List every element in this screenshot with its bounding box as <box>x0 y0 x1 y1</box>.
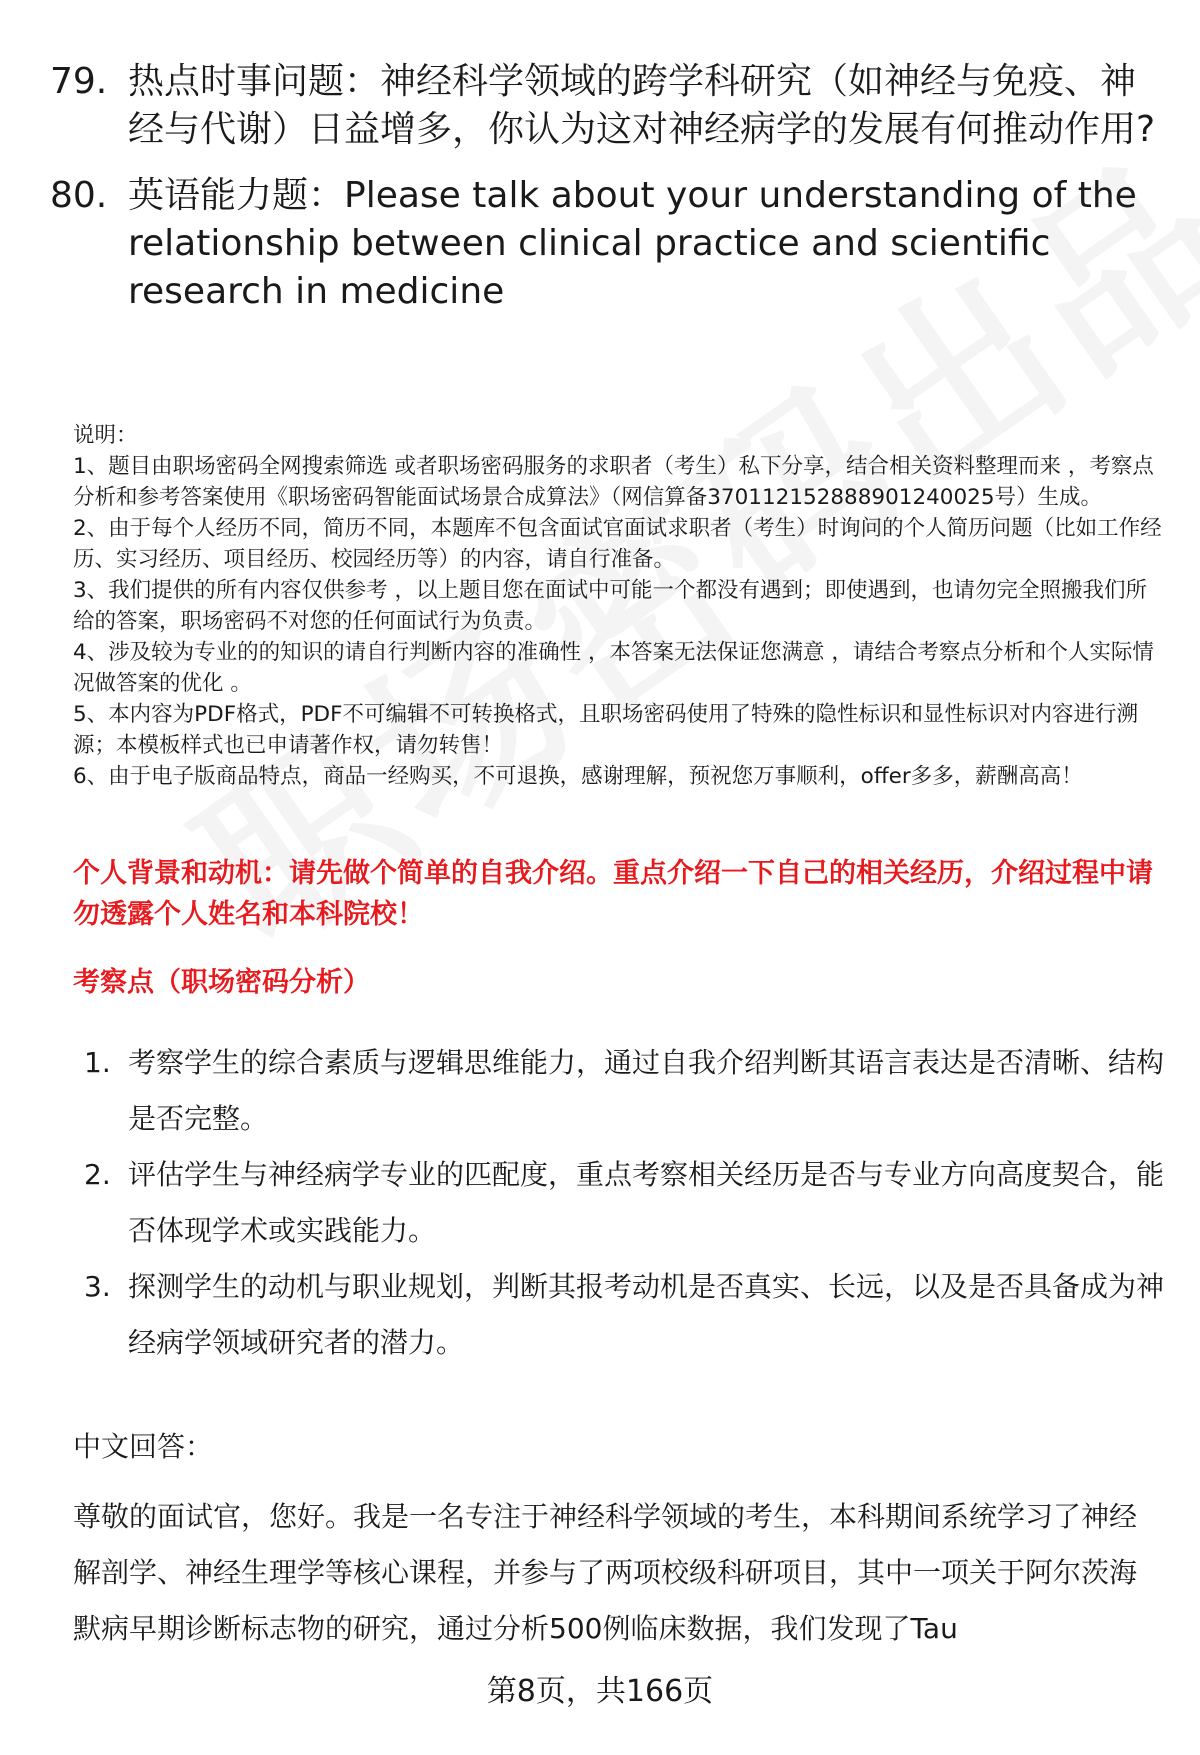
page-footer: 第8页，共166页 <box>486 1674 714 1709</box>
exam-point-number: 3. <box>84 1270 111 1303</box>
answer-label: 中文回答： <box>73 1430 214 1463</box>
notes-section <box>73 420 1163 792</box>
question-number: 79. <box>50 61 108 102</box>
note-item: 6、由于电子版商品特点，商品一经购买，不可退换，感谢理解，预祝您万事顺利，offer多多，薪酬高高！ <box>73 764 1083 789</box>
exam-heading: 考察点（职场密码分析） <box>73 967 370 998</box>
exam-point <box>84 1035 1164 1147</box>
notes-title: 说明： <box>73 423 138 448</box>
question-list <box>50 58 1160 334</box>
exam-points-list <box>84 1035 1164 1371</box>
question-item <box>50 58 1160 154</box>
exam-point-text: 考察学生的综合素质与逻辑思维能力，通过自我介绍判断其语言表达是否清晰、结构是否完整。 <box>128 1046 1165 1135</box>
exam-point-text: 探测学生的动机与职业规划，判断其报考动机是否真实、长远，以及是否具备成为神经病学领域研究者的潜力。 <box>128 1270 1165 1359</box>
note-item: 4、涉及较为专业的的知识的请自行判断内容的准确性 ，本答案无法保证您满意 ，请结合考察点分析和个人实际情况做答案的优化 。 <box>73 640 1154 696</box>
answer-text: 尊敬的面试官，您好。我是一名专注于神经科学领域的考生，本科期间系统学习了神经解剖学、神经生理学等核心课程，并参与了两项校级科研项目，其中一项关于阿尔茨海默病早期诊断标志物的研究，通过分析500例临床数据，我们发现了Tau <box>73 1500 1138 1645</box>
question-number: 80. <box>50 175 108 216</box>
exam-point <box>84 1147 1164 1259</box>
note-item: 1、题目由职场密码全网搜索筛选 或者职场密码服务的求职者（考生）私下分享，结合相关资料整理而来 ，考察点分析和参考答案使用《职场密码智能面试场景合成算法》（网信算备370112152888901240025号）生成。 <box>73 454 1154 510</box>
exam-point-number: 2. <box>84 1158 111 1191</box>
question-item <box>50 172 1160 316</box>
question-text: 热点时事问题：神经科学领域的跨学科研究（如神经与免疫、神经与代谢）日益增多，你认为这对神经病学的发展有何推动作用? <box>128 61 1156 150</box>
question-text: 英语能力题：Please talk about your understanding of the relationship between clinical practice and scientific research in medicine <box>128 175 1137 312</box>
exam-point-number: 1. <box>84 1046 111 1079</box>
note-item: 2、由于每个人经历不同，简历不同，本题库不包含面试官面试求职者（考生）时询问的个人简历问题（比如工作经历、实习经历、项目经历、校园经历等）的内容，请自行准备。 <box>73 516 1162 572</box>
note-item: 3、我们提供的所有内容仅供参考 ，以上题目您在面试中可能一个都没有遇到；即使遇到，也请勿完全照搬我们所给的答案，职场密码不对您的任何面试行为负责。 <box>73 578 1148 634</box>
exam-point <box>84 1259 1164 1371</box>
note-item: 5、本内容为PDF格式，PDF不可编辑不可转换格式，且职场密码使用了特殊的隐性标识和显性标识对内容进行溯源；本模板样式也已申请著作权，请勿转售！ <box>73 702 1138 758</box>
section-heading: 个人背景和动机：请先做个简单的自我介绍。重点介绍一下自己的相关经历，介绍过程中请勿透露个人姓名和本科院校！ <box>73 858 1153 930</box>
exam-point-text: 评估学生与神经病学专业的匹配度，重点考察相关经历是否与专业方向高度契合，能否体现学术或实践能力。 <box>128 1158 1165 1247</box>
